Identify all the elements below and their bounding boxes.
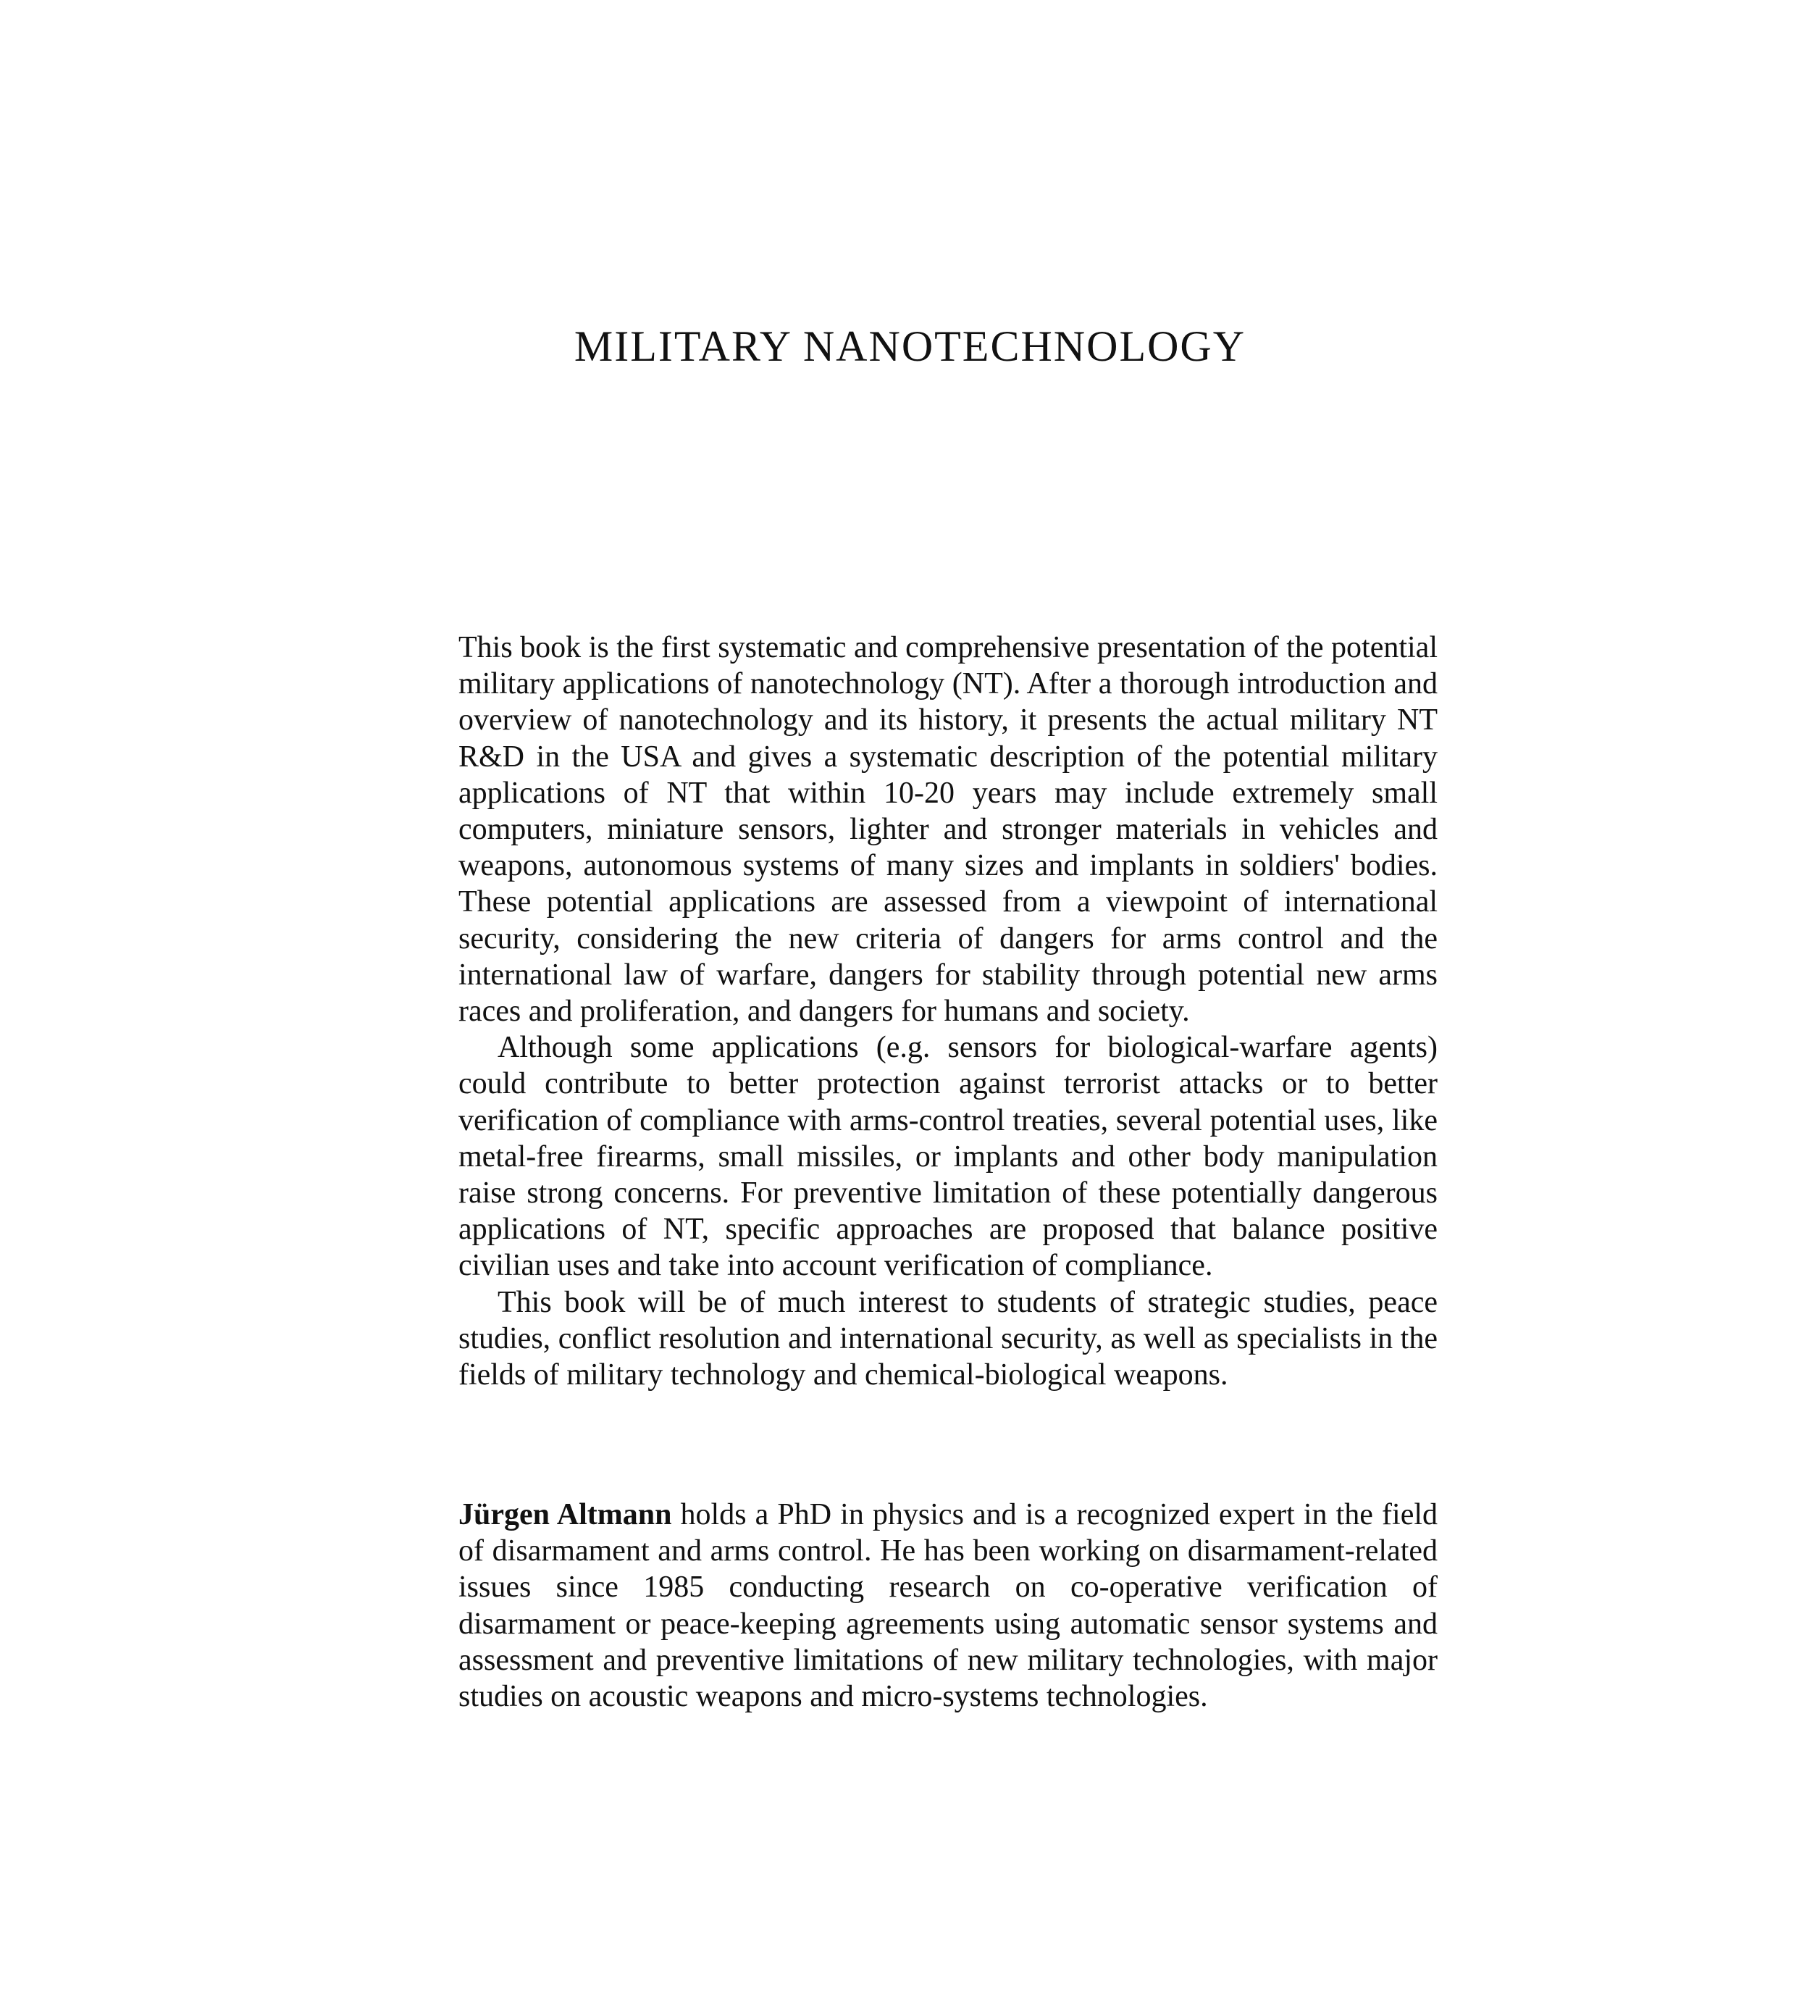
author-bio-paragraph [458,1497,1438,1715]
page-title: MILITARY NANOTECHNOLOGY [574,322,1246,370]
author-name: Jürgen Altmann [458,1498,672,1531]
description-paragraph-1: This book is the first systematic and comprehensive presentation of the potential military applications of nanotechnology (NT). After a thorough introduction and overview of nanotechnology and its history, it presents the actual military NT R&D in the USA and gives a systematic description of the potential military applications of NT that within 10-20 years may include extremely small computers, miniature sensors, lighter and stronger materials in vehicles and weapons, autonomous systems of many sizes and implants in soldiers' bodies. These potential applications are assessed from a viewpoint of international security, considering the new criteria of dangers for arms control and the international law of warfare, dangers for stability through potential new arms races and proliferation, and dangers for humans and society. [458,631,1438,1029]
description-paragraph-3: This book will be of much interest to students of strategic studies, peace studies, conflict resolution and international security, as well as specialists in the fields of military technology and chemical-biological weapons. [458,1285,1438,1392]
author-bio [458,1497,1438,1715]
book-description [458,630,1438,1393]
description-paragraph-2: Although some applications (e.g. sensors for biological-warfare agents) could contribute to better protection against terrorist attacks or to better verification of compliance with arms-control treaties, several potential uses, like metal-free firearms, small missiles, or implants and other body manipulation raise strong concerns. For preventive limitation of these potentially dangerous applications of NT, specific approaches are proposed that balance positive civilian uses and take into account verification of compliance. [458,1031,1438,1283]
author-bio-text: holds a PhD in physics and is a recognized expert in the field of disarmament and arms control. He has been working on disarmament-related issues since 1985 conducting research on co-operative verification of disarmament or peace-keeping agreements using automatic sensor systems and assessment and preventive limitations of new military technologies, with major studies on acoustic weapons and micro-systems technologies. [458,1498,1438,1714]
